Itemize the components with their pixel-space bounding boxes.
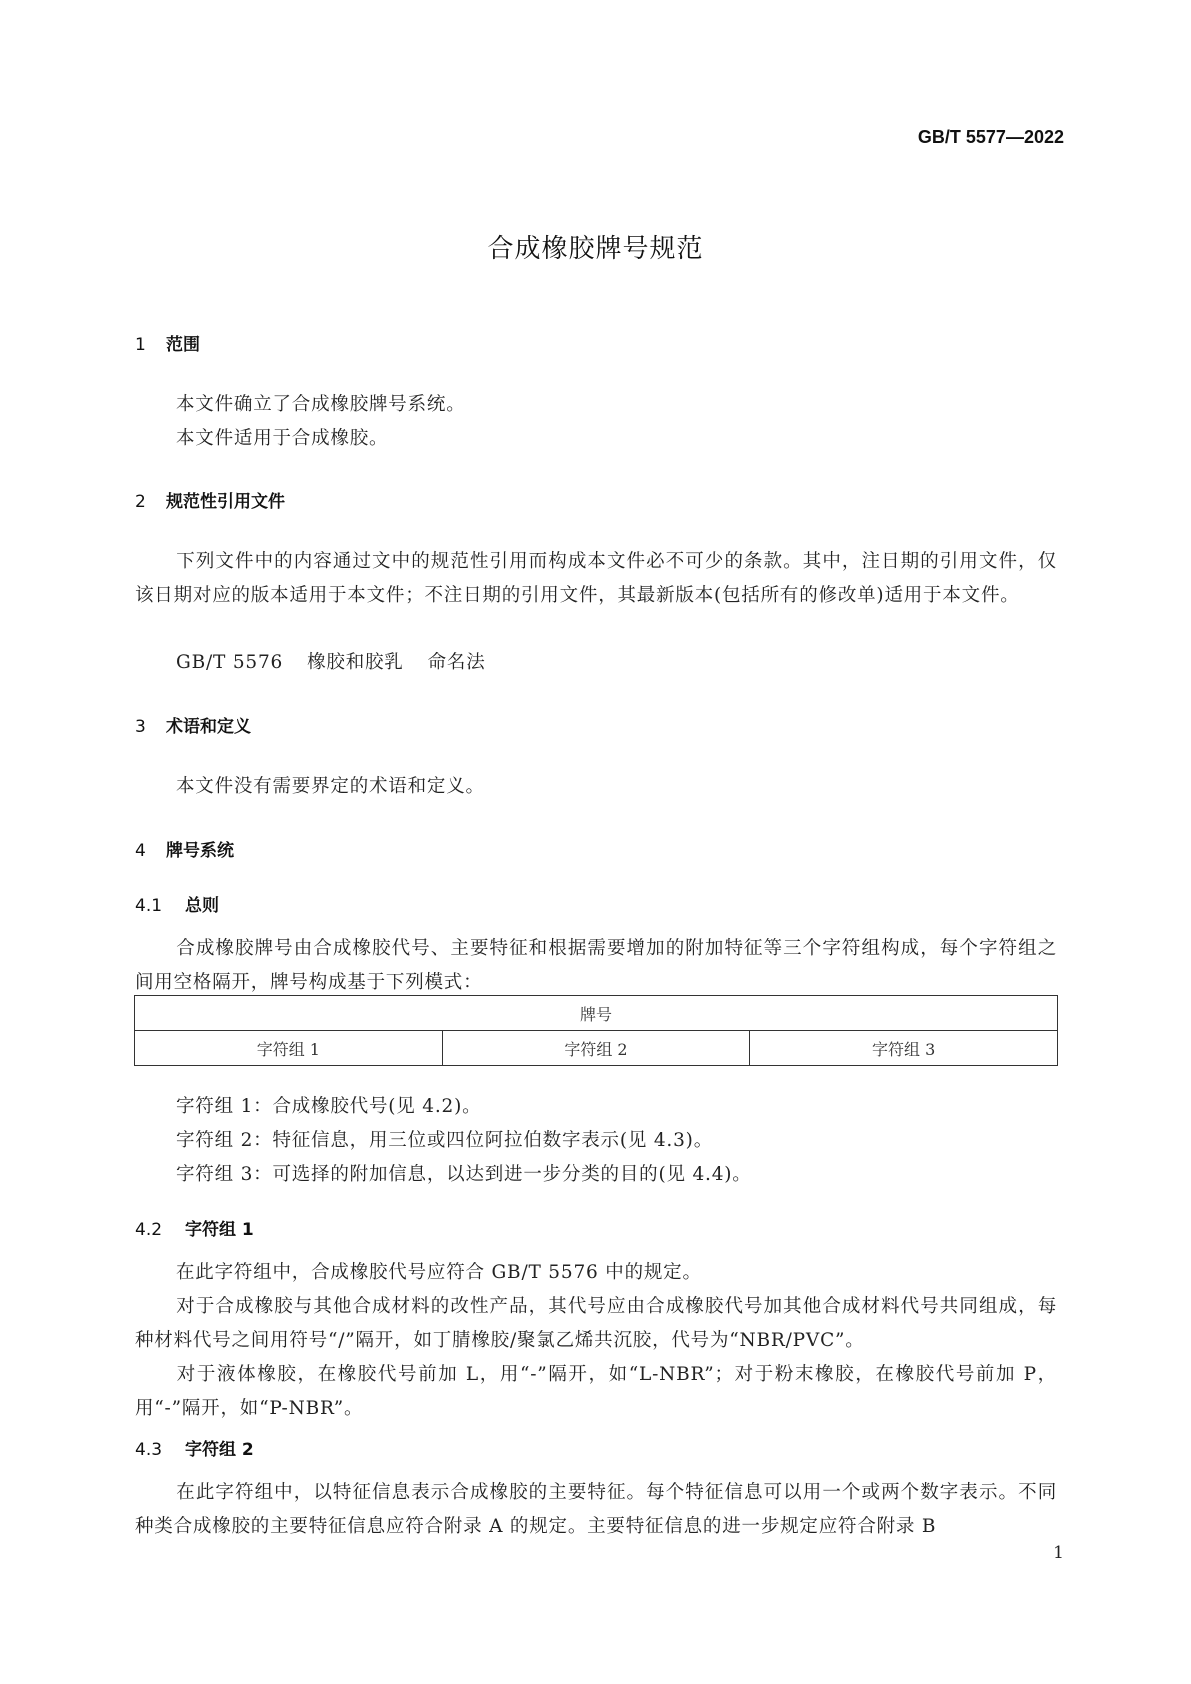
paragraph: 字符组 3：可选择的附加信息，以达到进一步分类的目的(见 4.4)。: [176, 1164, 752, 1185]
reference-title-b: 命名法: [427, 652, 486, 673]
document-title: 合成橡胶牌号规范: [487, 234, 704, 264]
reference-title-a: 橡胶和胶乳: [307, 652, 404, 673]
normative-reference: [176, 646, 486, 680]
paragraph-text: 合成橡胶牌号由合成橡胶代号、主要特征和根据需要增加的附加特征等三个字符组构成，每个字符组之间用空格隔开，牌号构成基于下列模式：: [135, 938, 1057, 993]
section-4-3-heading: [135, 1435, 254, 1460]
table-cell: 字符组 1: [135, 1031, 443, 1066]
paragraph: [135, 1358, 1057, 1426]
section-title: 术语和定义: [166, 717, 251, 737]
paragraph-text: 在此字符组中，以特征信息表示合成橡胶的主要特征。每个特征信息可以用一个或两个数字表示。不同种类合成橡胶的主要特征信息应符合附录 A 的规定。主要特征信息的进一步规定应符合附录 B: [135, 1482, 1057, 1537]
paragraph: 在此字符组中，合成橡胶代号应符合 GB/T 5576 中的规定。: [176, 1262, 702, 1283]
section-number: 4: [135, 841, 146, 861]
section-2-heading: [135, 487, 285, 512]
standard-number: GB/T 5577—2022: [917, 127, 1064, 147]
paragraph: 本文件没有需要界定的术语和定义。: [176, 776, 485, 797]
section-1-heading: [135, 330, 200, 355]
paragraph: 本文件确立了合成橡胶牌号系统。: [176, 394, 466, 415]
paragraph: [135, 932, 1057, 1000]
paragraph-text: 对于合成橡胶与其他合成材料的改性产品，其代号应由合成橡胶代号加其他合成材料代号共同组成，每种材料代号之间用符号“/”隔开，如丁腈橡胶/聚氯乙烯共沉胶，代号为“NBR/PVC”。: [135, 1296, 1057, 1351]
section-title: 规范性引用文件: [166, 492, 285, 512]
paragraph: [135, 545, 1057, 613]
section-number: 1: [135, 335, 146, 355]
paragraph: 字符组 1：合成橡胶代号(见 4.2)。: [176, 1096, 482, 1117]
section-number: 2: [135, 492, 146, 512]
section-number: 4.1: [135, 896, 163, 916]
section-title: 字符组 1: [185, 1220, 254, 1240]
section-title: 总则: [185, 896, 219, 916]
section-number: 4.2: [135, 1220, 163, 1240]
page-number: 1: [1053, 1543, 1064, 1563]
table-cell: 字符组 2: [442, 1031, 750, 1066]
paragraph-text: 下列文件中的内容通过文中的规范性引用而构成本文件必不可少的条款。其中，注日期的引用文件，仅该日期对应的版本适用于本文件；不注日期的引用文件，其最新版本(包括所有的修改单)适用于本文件。: [135, 551, 1057, 606]
section-4-heading: [135, 836, 234, 861]
section-4-1-heading: [135, 891, 219, 916]
section-3-heading: [135, 712, 251, 737]
section-number: 3: [135, 717, 146, 737]
designation-structure-table: [134, 995, 1058, 1066]
section-4-2-heading: [135, 1215, 254, 1240]
paragraph: 本文件适用于合成橡胶。: [176, 428, 389, 449]
section-title: 牌号系统: [166, 841, 234, 861]
reference-code: GB/T 5576: [176, 652, 284, 673]
paragraph: [135, 1476, 1057, 1544]
section-title: 字符组 2: [185, 1440, 254, 1460]
paragraph: [135, 1290, 1057, 1358]
paragraph-text: 对于液体橡胶，在橡胶代号前加 L，用“-”隔开，如“L-NBR”；对于粉末橡胶，在橡胶代号前加 P，用“-”隔开，如“P-NBR”。: [135, 1364, 1057, 1419]
table-cell: 字符组 3: [750, 1031, 1058, 1066]
section-number: 4.3: [135, 1440, 163, 1460]
table-header-cell: 牌号: [135, 996, 1058, 1031]
paragraph: 字符组 2：特征信息，用三位或四位阿拉伯数字表示(见 4.3)。: [176, 1130, 713, 1151]
section-title: 范围: [166, 335, 200, 355]
